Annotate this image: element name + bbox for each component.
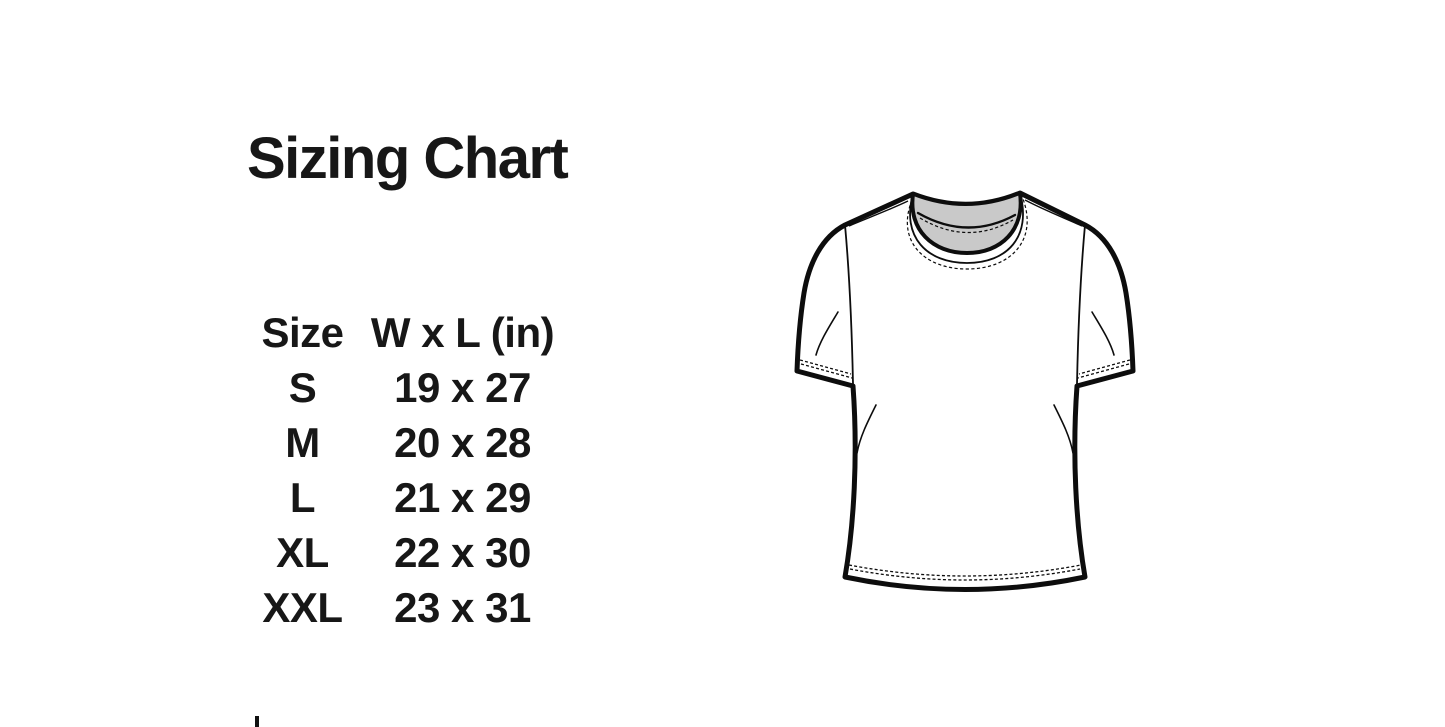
tshirt-illustration <box>775 175 1155 600</box>
dimensions-cell: 23 x 31 <box>394 583 531 631</box>
text-cursor <box>255 716 259 727</box>
table-row <box>250 415 570 470</box>
page-title: Sizing Chart <box>247 126 568 191</box>
size-cell: S <box>288 363 317 411</box>
table-row <box>250 470 570 525</box>
table-row <box>250 525 570 580</box>
size-table-header-row <box>250 305 570 360</box>
tshirt-flat-sketch-svg <box>775 175 1155 600</box>
dimensions-cell: 19 x 27 <box>394 363 531 411</box>
size-cell: M <box>285 418 320 466</box>
table-row <box>250 580 570 635</box>
dimensions-cell: 21 x 29 <box>394 473 531 521</box>
dimensions-cell: 22 x 30 <box>394 528 531 576</box>
size-cell: XL <box>276 528 329 576</box>
dimensions-column-header: W x L (in) <box>370 308 555 356</box>
size-column-header: Size <box>261 308 344 356</box>
size-cell: L <box>289 473 316 521</box>
dimensions-cell: 20 x 28 <box>394 418 531 466</box>
size-table <box>250 305 570 635</box>
size-cell: XXL <box>262 583 343 631</box>
table-row <box>250 360 570 415</box>
